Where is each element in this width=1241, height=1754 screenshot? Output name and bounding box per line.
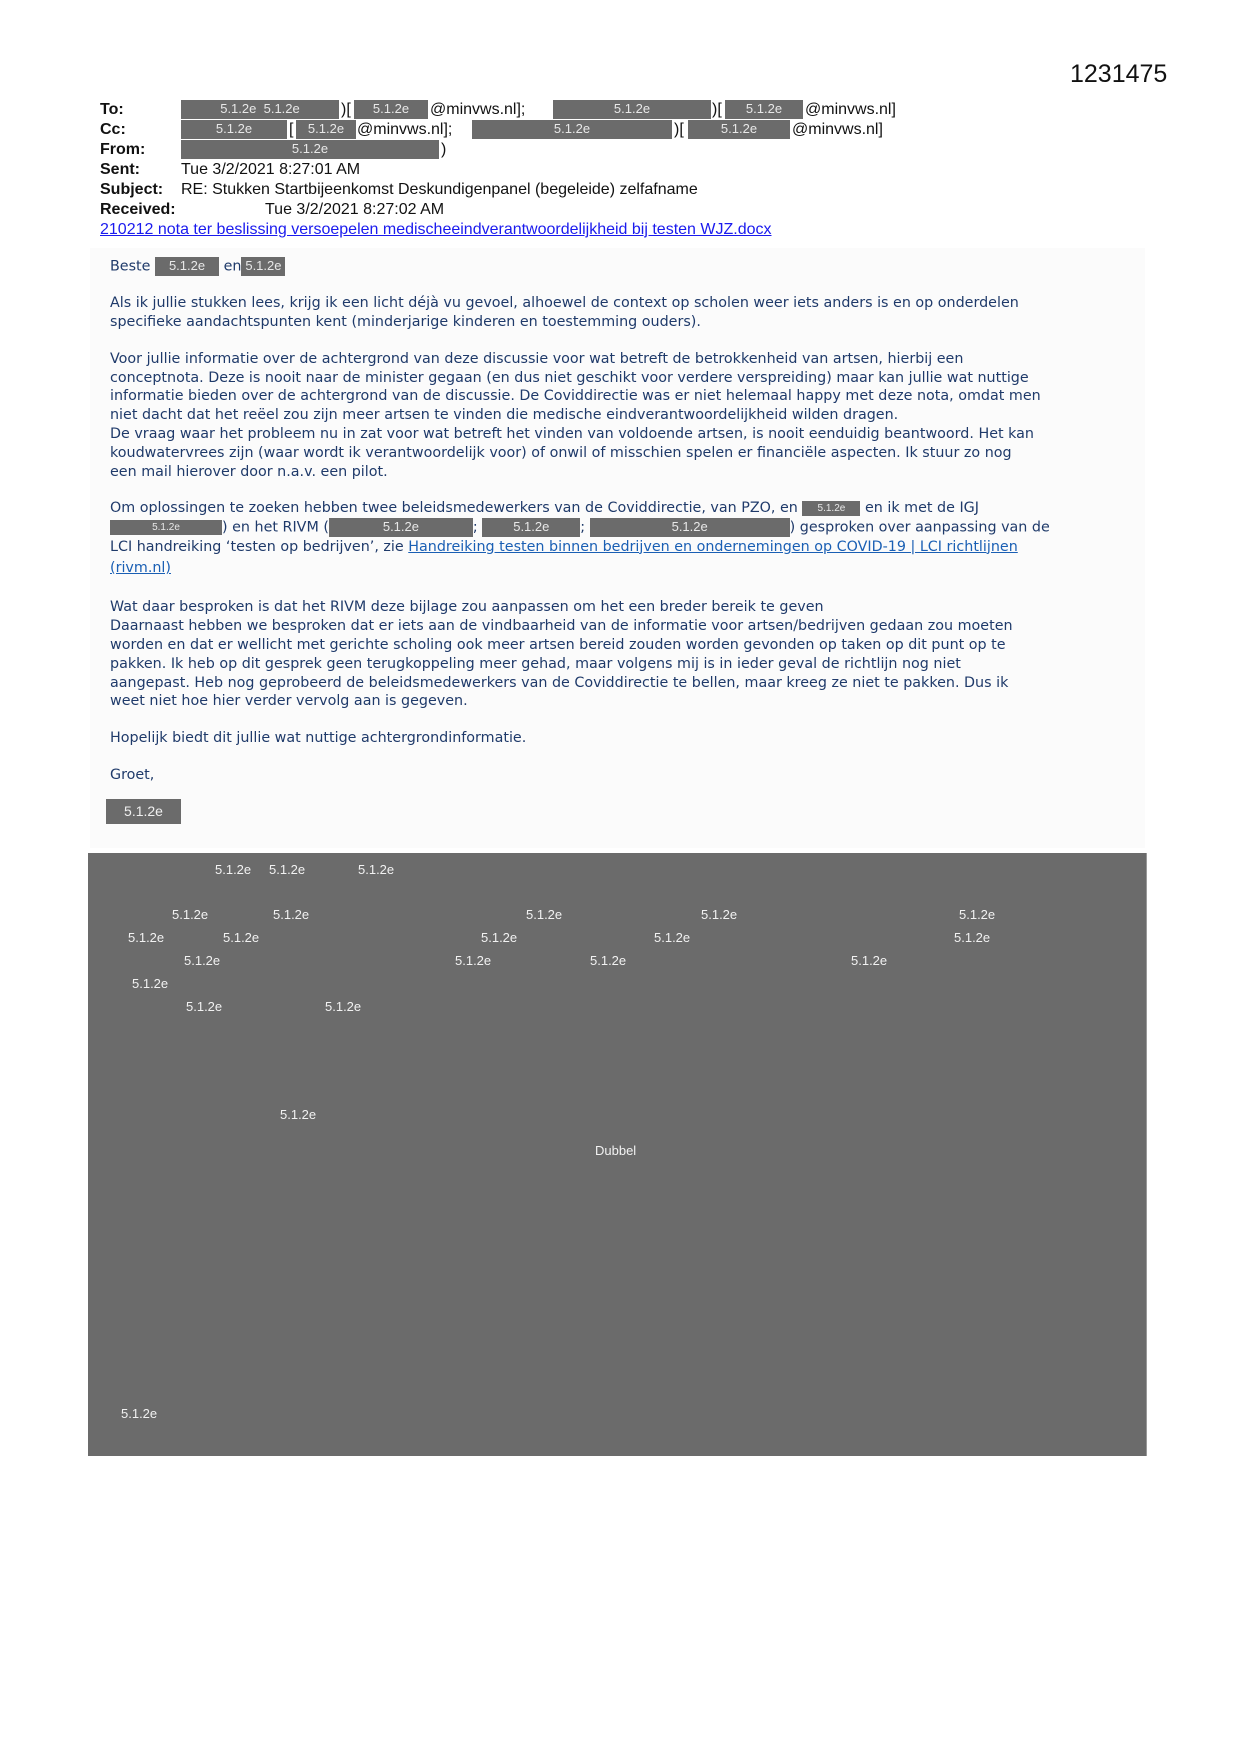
greeting: Beste 5.1.2e en 5.1.2e [110,257,1130,276]
to-label: To: [100,101,124,118]
redaction: 5.1.2e [472,120,672,139]
redaction: 5.1.2e [181,140,439,159]
redaction: 5.1.2e [329,518,473,537]
dubbel-label: Dubbel [595,1143,637,1158]
email-domain: @minvws.nl] [792,121,883,138]
subject-value: RE: Stukken Startbijeenkomst Deskundigenpanel (begeleide) zelfafname [181,181,698,198]
rivm-handreiking-link[interactable]: Handreiking testen binnen bedrijven en ondernemingen op COVID-19 | LCI richtlijnen [408,538,1018,555]
redaction: 5.1.2e [553,100,711,119]
redaction: 5.1.2e [482,518,580,537]
signature-redaction: 5.1.2e [106,799,181,824]
redaction: 5.1.2e [725,100,803,119]
message-body: Beste 5.1.2e en 5.1.2e Als ik jullie stukken lees, krijg ik een licht déjà vu gevoel, alhoewel de context op scholen weer iets anders is en op onderdelen specifieke aandachtspunten kent (minderjarige kinderen en toestemming ouders). Voor jullie informatie over de achtergrond van deze discussie voor wat betreft de betrokkenheid van artsen, hierbij een conceptnota. Deze is nooit naar de minister gegaan (en dus niet geschikt voor verdere verspreiding) maar kan jullie wat nuttige informatie bieden over de achtergrond van de discussie. De Coviddirectie was er niet helemaal happy met deze nota, omdat men niet dacht dat het reëel zou zijn meer artsen te vinden die medische eindverantwoordelijkheid wilden dragen. De vraag waar het probleem nu in zat voor wat betreft het vinden van voldoende artsen, is nooit eenduidig beantwoord. Het kan koudwatervrees zijn (waar wordt ik verantwoordelijk voor) of onwil of misschien spelen er financiële aspecten. Ik stuur zo nog een mail hierover door n.a.v. een pilot. Om oplossingen te zoeken hebben twee beleidsmedewerkers van de Coviddirectie, van PZO, en 5.1.2e en ik met de IGJ 5.1.2e ) en het RIVM ( 5.1.2e ; 5.1.2e ; 5.1.2e ) gesproken over aanpassing van de LCI handreiking ‘testen op bedrijven’, zie Handreiking testen binnen bedrijven en ondernemingen op COVID-19 | LCI richtlijnen (rivm.nl) Wat daar besproken is dat het RIVM deze bijlage zou aanpassen om het een breder bereik te geven Daarnaast hebben we besproken dat er iets aan de vindbaarheid van de informatie voor artsen/bedrijven gedaan zou moeten worden en dat er wellicht met gerichte scholing ook meer artsen bereid zouden worden gevonden op taken op dit punt op te pakken. Ik heb op dit gesprek geen terugkoppeling meer gehad, maar volgens mij is in ieder geval de richtlijn nog niet aangepast. Heb nog geprobeerd de beleidsmedewerkers van de Coviddirectie te bellen, maar kreeg ze niet te pakken. Dus ik weet niet hoe hier verder vervolg aan is gegeven. Hopelijk biedt dit jullie wat nuttige achtergrondinformatie. Groet, [110,257,1130,785]
attachment-link[interactable]: 210212 nota ter beslissing versoepelen medischeeindverantwoordelijkheid bij testen WJZ.docx [100,221,772,238]
sent-label: Sent: [100,161,140,178]
redaction: 5.1.2e [590,518,790,537]
redaction: 5.1.2e [181,120,287,139]
redaction: 5.1.2e [688,120,790,139]
redacted-block: 5.1.2e 5.1.2e 5.1.2e 5.1.2e 5.1.2e 5.1.2e 5.1.2e 5.1.2e 5.1.2e 5.1.2e 5.1.2e 5.1.2e 5.1.2e 5.1.2e 5.1.2e 5.1.2e 5.1.2e 5.1.2e 5.1.2e 5.1.2e 5.1.2e Dubbel 5.1.2e [88,853,1147,1456]
received-label: Received: [100,201,176,218]
cc-label: Cc: [100,121,126,138]
email-domain: @minvws.nl] [805,101,896,118]
redaction: 5.1.2e [802,501,860,516]
redaction: 5.1.2e [354,100,428,119]
from-label: From: [100,141,146,158]
redaction: 5.1.2e [155,257,219,276]
email-domain: @minvws.nl]; [357,121,453,138]
rivm-link-continued[interactable]: (rivm.nl) [110,560,171,577]
redaction: 5.1.2e 5.1.2e [181,100,339,119]
document-number: 1231475 [1070,60,1168,88]
redaction: 5.1.2e [241,257,285,276]
redaction: 5.1.2e [110,520,222,535]
sent-value: Tue 3/2/2021 8:27:01 AM [181,161,361,178]
closing: Groet, [110,766,155,783]
received-value: Tue 3/2/2021 8:27:02 AM [265,201,445,218]
redaction: 5.1.2e [296,120,356,139]
subject-label: Subject: [100,181,164,198]
email-domain: @minvws.nl]; [430,101,526,118]
